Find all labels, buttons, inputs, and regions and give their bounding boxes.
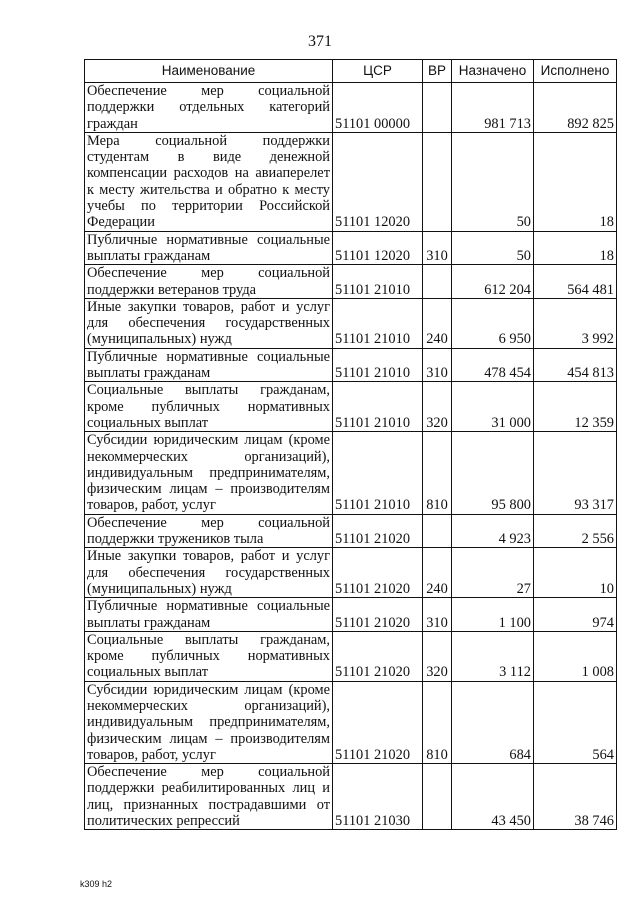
row-assigned: 478 454 xyxy=(452,348,534,382)
row-executed: 564 xyxy=(534,681,617,763)
table-row xyxy=(85,681,617,763)
header-vr: ВР xyxy=(423,60,452,83)
row-executed: 892 825 xyxy=(534,83,617,133)
row-executed: 564 481 xyxy=(534,265,617,299)
table-row xyxy=(85,382,617,432)
row-assigned: 3 112 xyxy=(452,631,534,681)
row-executed: 3 992 xyxy=(534,298,617,348)
row-csr: 51101 21020 xyxy=(333,681,423,763)
row-executed: 93 317 xyxy=(534,432,617,514)
row-csr: 51101 21030 xyxy=(333,764,423,830)
row-name: Публичные нормативные социальные выплаты гражданам xyxy=(85,231,333,265)
table-row xyxy=(85,298,617,348)
row-vr: 320 xyxy=(423,631,452,681)
table-row xyxy=(85,265,617,299)
row-csr: 51101 12020 xyxy=(333,132,423,231)
row-csr: 51101 21010 xyxy=(333,382,423,432)
row-vr: 320 xyxy=(423,382,452,432)
row-assigned: 50 xyxy=(452,132,534,231)
table-row xyxy=(85,231,617,265)
row-csr: 51101 21010 xyxy=(333,265,423,299)
row-name: Социальные выплаты гражданам, кроме публичных нормативных социальных выплат xyxy=(85,631,333,681)
table-row xyxy=(85,764,617,830)
row-vr xyxy=(423,83,452,133)
row-name: Публичные нормативные социальные выплаты гражданам xyxy=(85,598,333,632)
row-assigned: 1 100 xyxy=(452,598,534,632)
row-executed: 454 813 xyxy=(534,348,617,382)
header-executed: Исполнено xyxy=(534,60,617,83)
row-vr: 310 xyxy=(423,598,452,632)
table-row xyxy=(85,132,617,231)
row-executed: 2 556 xyxy=(534,514,617,548)
row-assigned: 981 713 xyxy=(452,83,534,133)
row-vr xyxy=(423,514,452,548)
row-vr xyxy=(423,265,452,299)
row-csr: 51101 21010 xyxy=(333,348,423,382)
row-vr: 810 xyxy=(423,432,452,514)
row-name: Социальные выплаты гражданам, кроме публичных нормативных социальных выплат xyxy=(85,382,333,432)
row-vr xyxy=(423,132,452,231)
header-assigned: Назначено xyxy=(452,60,534,83)
row-executed: 1 008 xyxy=(534,631,617,681)
table-row xyxy=(85,631,617,681)
row-csr: 51101 00000 xyxy=(333,83,423,133)
row-vr: 310 xyxy=(423,348,452,382)
row-name: Мера социальной поддержки студентам в виде денежной компенсации расходов на авиаперелет к месту жительства и обратно к месту учебы по территории Российской Федерации xyxy=(85,132,333,231)
row-vr: 310 xyxy=(423,231,452,265)
row-assigned: 612 204 xyxy=(452,265,534,299)
table-row xyxy=(85,348,617,382)
row-vr xyxy=(423,764,452,830)
row-name: Субсидии юридическим лицам (кроме некоммерческих организаций), индивидуальным предпринимателям, физическим лицам – производителям товаров, работ, услуг xyxy=(85,432,333,514)
table-row xyxy=(85,83,617,133)
row-name: Обеспечение мер социальной поддержки ветеранов труда xyxy=(85,265,333,299)
row-executed: 18 xyxy=(534,231,617,265)
row-executed: 10 xyxy=(534,548,617,598)
table-row xyxy=(85,514,617,548)
row-csr: 51101 21010 xyxy=(333,298,423,348)
row-name: Публичные нормативные социальные выплаты гражданам xyxy=(85,348,333,382)
row-name: Субсидии юридическим лицам (кроме некоммерческих организаций), индивидуальным предпринимателям, физическим лицам – производителям товаров, работ, услуг xyxy=(85,681,333,763)
page-number: 371 xyxy=(308,33,332,50)
row-executed: 38 746 xyxy=(534,764,617,830)
row-assigned: 31 000 xyxy=(452,382,534,432)
row-vr: 240 xyxy=(423,548,452,598)
header-csr: ЦСР xyxy=(333,60,423,83)
table-row xyxy=(85,432,617,514)
row-csr: 51101 21020 xyxy=(333,598,423,632)
row-assigned: 684 xyxy=(452,681,534,763)
row-csr: 51101 21010 xyxy=(333,432,423,514)
row-vr: 810 xyxy=(423,681,452,763)
row-assigned: 95 800 xyxy=(452,432,534,514)
row-name: Иные закупки товаров, работ и услуг для обеспечения государственных (муниципальных) нужд xyxy=(85,298,333,348)
row-assigned: 4 923 xyxy=(452,514,534,548)
row-executed: 18 xyxy=(534,132,617,231)
table-row xyxy=(85,598,617,632)
row-name: Иные закупки товаров, работ и услуг для обеспечения государственных (муниципальных) нужд xyxy=(85,548,333,598)
table-row xyxy=(85,548,617,598)
row-csr: 51101 21020 xyxy=(333,631,423,681)
budget-table xyxy=(84,59,617,830)
row-csr: 51101 21020 xyxy=(333,514,423,548)
row-csr: 51101 21020 xyxy=(333,548,423,598)
row-assigned: 27 xyxy=(452,548,534,598)
row-executed: 974 xyxy=(534,598,617,632)
row-assigned: 50 xyxy=(452,231,534,265)
row-vr: 240 xyxy=(423,298,452,348)
row-name: Обеспечение мер социальной поддержки реабилитированных лиц и лиц, признанных пострадавшими от политических репрессий xyxy=(85,764,333,830)
row-csr: 51101 12020 xyxy=(333,231,423,265)
row-assigned: 6 950 xyxy=(452,298,534,348)
header-name: Наименование xyxy=(85,60,333,83)
row-assigned: 43 450 xyxy=(452,764,534,830)
row-name: Обеспечение мер социальной поддержки отдельных категорий граждан xyxy=(85,83,333,133)
row-name: Обеспечение мер социальной поддержки тружеников тыла xyxy=(85,514,333,548)
footer-code: k309 h2 xyxy=(80,879,113,889)
row-executed: 12 359 xyxy=(534,382,617,432)
table-header-row xyxy=(85,60,617,83)
